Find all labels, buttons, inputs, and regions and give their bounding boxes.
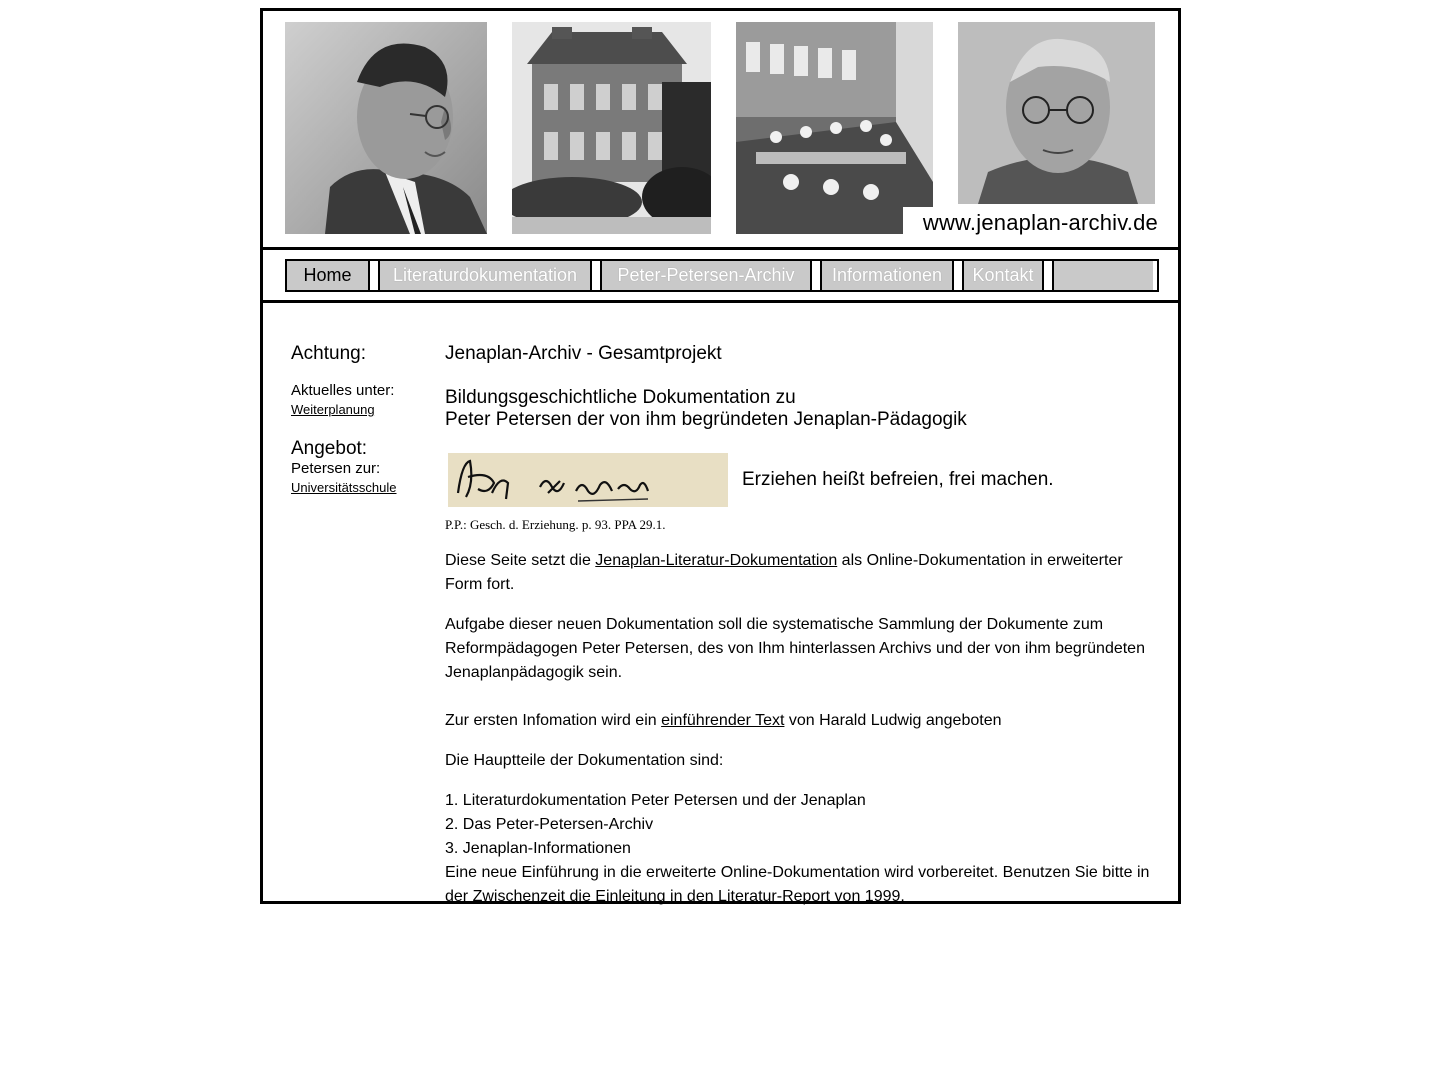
jenaplan-literatur-link[interactable]: Jenaplan-Literatur-Dokumentation — [595, 552, 838, 569]
portrait-photo-front — [958, 22, 1155, 204]
list-item: 1. Literaturdokumentation Peter Petersen und der Jenaplan — [445, 792, 866, 809]
list-item: 2. Das Peter-Petersen-Archiv — [445, 816, 654, 833]
page-frame — [260, 8, 1181, 904]
classroom-photo — [736, 22, 933, 234]
purpose-paragraph: Aufgabe dieser neuen Dokumentation soll die systematische Sammlung der Dokumente zum Reformpädagogen Peter Petersen, des von Ihm hinterlassen Archivs und der von ihm begründeten Jenaplanpädagogik sein. — [445, 616, 1145, 681]
quote-source: P.P.: Gesch. d. Erziehung. p. 93. PPA 29.1. — [445, 517, 666, 532]
project-title: Jenaplan-Archiv - Gesamtprojekt — [445, 343, 722, 364]
building-photo — [512, 22, 711, 234]
intro-paragraph — [445, 549, 1155, 597]
subtitle-line-2: Peter Petersen der von ihm begründeten Jenaplan-Pädagogik — [445, 409, 967, 430]
nav-row — [263, 250, 1178, 303]
einfuehrender-text-link[interactable]: einführender Text — [661, 712, 785, 729]
nav-home[interactable]: Home — [287, 261, 370, 290]
nav-literaturdokumentation[interactable]: Literaturdokumentation — [380, 261, 592, 290]
header-banner — [263, 11, 1178, 250]
weiterplanung-link[interactable]: Weiterplanung — [291, 402, 375, 417]
nav-peter-petersen-archiv[interactable]: Peter-Petersen-Archiv — [602, 261, 812, 290]
literatur-report-link[interactable]: Einleitung in den Literatur-Report — [595, 888, 831, 905]
new-intro-paragraph — [445, 861, 1155, 909]
intro-text-start: Diese Seite setzt die — [445, 552, 596, 569]
attention-heading: Achtung: — [291, 343, 366, 364]
new-intro-text-start: Eine neue Einführung in die erweiterte Online-Dokumentation wird vorbereitet. Benutzen Sie bitte in der Zwischenzeit die — [445, 864, 1150, 905]
quote-text: Erziehen heißt befreien, frei machen. — [742, 469, 1054, 490]
site-url: www.jenaplan-archiv.de — [903, 207, 1158, 239]
nav-spacer — [1044, 261, 1054, 290]
main-navigation — [285, 259, 1159, 292]
offer-text: Petersen zur: — [291, 460, 381, 477]
info-paragraph — [445, 709, 1155, 733]
info-text-end: von Harald Ludwig angeboten — [784, 712, 1002, 729]
main-parts-heading: Die Hauptteile der Dokumentation sind: — [445, 752, 724, 769]
info-text-start: Zur ersten Infomation wird ein — [445, 712, 662, 729]
portrait-photo-profile — [285, 22, 487, 234]
intro-text-end: als Online-Dokumentation in erweiterter Form fort. — [445, 552, 1123, 593]
current-text: Aktuelles unter: — [291, 382, 395, 399]
nav-spacer — [592, 261, 602, 290]
list-item: 3. Jenaplan-Informationen — [445, 840, 631, 857]
nav-spacer — [812, 261, 822, 290]
new-intro-text-end: von 1999. — [830, 888, 905, 905]
handwriting-signature-image — [448, 453, 728, 507]
nav-empty-item — [1054, 261, 1153, 290]
universitaetsschule-link[interactable]: Universitätsschule — [291, 480, 397, 495]
nav-informationen[interactable]: Informationen — [822, 261, 954, 290]
offer-heading: Angebot: — [291, 438, 368, 459]
nav-kontakt[interactable]: Kontakt — [964, 261, 1044, 290]
nav-spacer — [954, 261, 964, 290]
subtitle-line-1: Bildungsgeschichtliche Dokumentation zu — [445, 387, 796, 408]
nav-spacer — [370, 261, 380, 290]
